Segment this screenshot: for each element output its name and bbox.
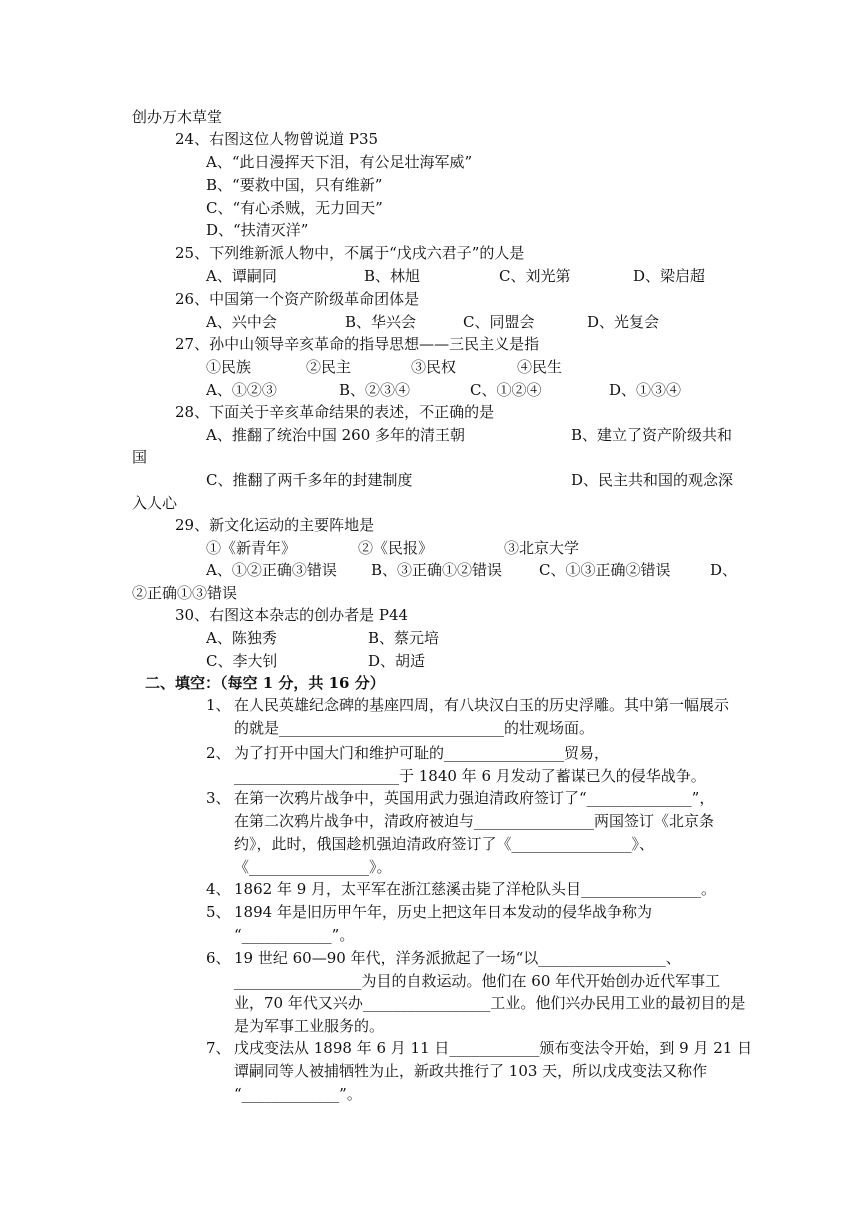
fill-2-number: 2、 — [206, 744, 231, 762]
fill-6-line-4: 是为军事工业服务的。 — [234, 1017, 385, 1035]
fill-5-line-2: “____________”。 — [234, 926, 355, 944]
section-2-heading: 二、填空：（每空 1 分，共 16 分） — [145, 674, 385, 692]
q28-option-d: D、民主共和国的观念深 — [571, 471, 734, 489]
q24-option-c: C、“有心杀贼，无力回天” — [206, 199, 383, 217]
q28-option-b: B、建立了资产阶级共和 — [571, 426, 733, 444]
q27-item-3: ③民权 — [411, 358, 457, 376]
q28-option-b-continued: 国 — [132, 448, 148, 466]
fill-2-line-2: ______________________于 1840 年 6 月发动了蓄谋已久的侵华战争。 — [234, 767, 706, 785]
fill-5-line-1: 1894 年是旧历甲午年，历史上把这年日本发动的侵华战争称为 — [234, 903, 652, 921]
q27-stem: 27、孙中山领导辛亥革命的指导思想——三民主义是指 — [175, 335, 540, 353]
q26-stem: 26、中国第一个资产阶级革命团体是 — [175, 290, 420, 308]
q29-option-a: A、①②正确③错误 — [206, 561, 337, 579]
q30-option-c: C、李大钊 — [206, 652, 278, 670]
q27-item-2: ②民主 — [306, 358, 352, 376]
fill-1-number: 1、 — [206, 696, 231, 714]
fill-7-line-3: “_____________”。 — [234, 1085, 362, 1103]
fill-3-number: 3、 — [206, 789, 231, 807]
fill-6-line-1: 19 世纪 60—90 年代，洋务派掀起了一场“以_________________、 — [234, 949, 681, 967]
q30-option-a: A、陈独秀 — [206, 629, 277, 647]
q24-option-d: D、“扶清灭洋” — [206, 221, 309, 239]
q26-option-d: D、光复会 — [587, 313, 660, 331]
q26-option-a: A、兴中会 — [206, 313, 277, 331]
fill-7-line-1: 戊戌变法从 1898 年 6 月 11 日____________颁布变法令开始，到 9 月 21 日 — [234, 1039, 753, 1057]
fill-4-number: 4、 — [206, 880, 231, 898]
q30-stem: 30、右图这本杂志的创办者是 P44 — [175, 606, 409, 624]
q29-option-d-continued: ②正确①③错误 — [132, 584, 238, 602]
fill-6-line-2: _________________为目的自救运动。他们在 60 年代开始创办近代军事工 — [234, 972, 721, 990]
q28-option-a: A、推翻了统治中国 260 多年的清王朝 — [206, 426, 466, 444]
q28-stem: 28、下面关于辛亥革命结果的表述，不正确的是 — [175, 403, 495, 421]
q30-option-b: B、蔡元培 — [368, 629, 440, 647]
fill-3-line-2: 在第二次鸦片战争中，清政府被迫与________________两国签订《北京条 — [234, 812, 715, 830]
fill-7-line-2: 谭嗣同等人被捕牺牲为止，新政共推行了 103 天，所以戊戌变法又称作 — [234, 1062, 708, 1080]
q25-stem: 25、下列维新派人物中，不属于“戊戌六君子”的人是 — [175, 244, 525, 262]
q24-option-a: A、“此日漫挥天下泪，有公足壮海军威” — [206, 153, 473, 171]
q29-option-b: B、③正确①②错误 — [371, 561, 503, 579]
q25-option-a: A、谭嗣同 — [206, 267, 277, 285]
q26-option-b: B、华兴会 — [345, 313, 417, 331]
q29-item-3: ③北京大学 — [504, 539, 580, 557]
q27-item-1: ①民族 — [206, 358, 252, 376]
fill-1-line-2: 的就是______________________________的壮观场面。 — [234, 719, 595, 737]
fill-3-line-4: 《________________》。 — [234, 858, 392, 876]
q29-option-c: C、①③正确②错误 — [539, 561, 671, 579]
fill-7-number: 7、 — [206, 1039, 231, 1057]
q28-option-d-continued: 入人心 — [132, 494, 178, 512]
fill-6-line-3: 业，70 年代又兴办_________________工业。他们兴办民用工业的最初目的是 — [234, 994, 746, 1012]
q25-option-c: C、刘光第 — [499, 267, 571, 285]
q26-option-c: C、同盟会 — [463, 313, 535, 331]
q29-item-2: ②《民报》 — [358, 539, 434, 557]
q27-option-d: D、①③④ — [609, 381, 682, 399]
q24-option-b: B、“要救中国，只有维新” — [206, 176, 383, 194]
q29-stem: 29、新文化运动的主要阵地是 — [175, 516, 375, 534]
q27-item-4: ④民生 — [517, 358, 563, 376]
q27-option-a: A、①②③ — [206, 381, 277, 399]
intro-line: 创办万木草堂 — [132, 108, 223, 126]
q28-option-c: C、推翻了两千多年的封建制度 — [206, 471, 413, 489]
fill-3-line-1: 在第一次鸦片战争中，英国用武力强迫清政府签订了“______________”， — [234, 789, 715, 807]
fill-5-number: 5、 — [206, 903, 231, 921]
q30-option-d: D、胡适 — [368, 652, 426, 670]
q29-item-1: ①《新青年》 — [206, 539, 297, 557]
fill-1-line-1: 在人民英雄纪念碑的基座四周，有八块汉白玉的历史浮雕。其中第一幅展示 — [234, 696, 730, 714]
q25-option-b: B、林旭 — [364, 267, 421, 285]
fill-6-number: 6、 — [206, 949, 231, 967]
q25-option-d: D、梁启超 — [633, 267, 706, 285]
fill-2-line-1: 为了打开中国大门和维护可耻的________________贸易， — [234, 744, 610, 762]
q27-option-b: B、②③④ — [339, 381, 411, 399]
fill-4-line-1: 1862 年 9 月，太平军在浙江慈溪击毙了洋枪队头目________________。 — [234, 880, 717, 898]
q29-option-d: D、 — [710, 561, 738, 579]
q27-option-c: C、①②④ — [470, 381, 542, 399]
q24-stem: 24、右图这位人物曾说道 P35 — [175, 130, 379, 148]
fill-3-line-3: 约》，此时，俄国趁机强迫清政府签订了《________________》、 — [234, 835, 655, 853]
